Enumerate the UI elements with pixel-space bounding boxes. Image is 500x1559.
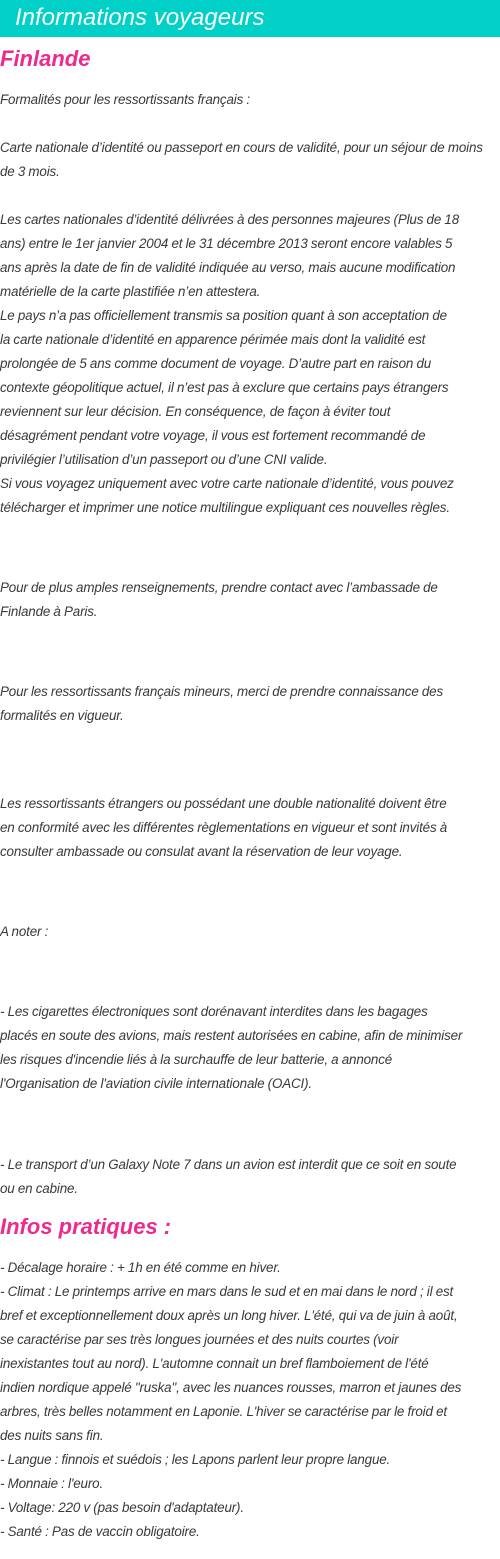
page-title: Informations voyageurs	[15, 4, 265, 31]
text-line: reviennent sur leur décision. En conséquence, de façon à éviter tout	[0, 404, 391, 419]
text-line: l'Organisation de l'aviation civile internationale (OACI).	[0, 1076, 312, 1091]
validity-paragraph	[0, 208, 500, 520]
text-line: prolongée de 5 ans comme document de voyage. D’autre part en raison du	[0, 356, 432, 371]
minors-paragraph	[0, 680, 500, 728]
text-line: - Santé : Pas de vaccin obligatoire.	[0, 1524, 200, 1539]
text-line: - Voltage: 220 v (pas besoin d'adaptateur).	[0, 1500, 244, 1515]
text-line: consulter ambassade ou consulat avant la réservation de leur voyage.	[0, 844, 403, 859]
note-label: A noter :	[0, 924, 49, 939]
text-line: privilégier l’utilisation d’un passeport ou d’une CNI valide.	[0, 452, 328, 467]
galaxy-paragraph	[0, 1153, 500, 1201]
text-line: - Climat : Le printemps arrive en mars dans le sud et en mai dans le nord ; il est	[0, 1284, 454, 1299]
text-line: bref et exceptionnellement doux après un long hiver. L'été, qui va de juin à août,	[0, 1308, 458, 1323]
text-line: - Le transport d’un Galaxy Note 7 dans un avion est interdit que ce soit en soute	[0, 1157, 457, 1172]
text-line: ou en cabine.	[0, 1181, 78, 1196]
country-title: Finlande	[0, 46, 91, 71]
text-line: placés en soute des avions, mais restent autorisées en cabine, afin de minimiser	[0, 1028, 463, 1043]
text-line: - Langue : finnois et suédois ; les Lapons parlent leur propre langue.	[0, 1452, 391, 1467]
id-card-paragraph: Carte nationale d’identité ou passeport en cours de validité, pour un séjour de moins de 3 mois.	[0, 140, 483, 179]
text-line: Le pays n’a pas officiellement transmis sa position quant à son acceptation de	[0, 308, 447, 323]
text-line: télécharger et imprimer une notice multilingue expliquant ces nouvelles règles.	[0, 500, 450, 515]
text-line: - Les cigarettes électroniques sont dorénavant interdites dans les bagages	[0, 1004, 428, 1019]
text-line: contexte géopolitique actuel, il n’est pas à exclure que certains pays étrangers	[0, 380, 449, 395]
text-line: Si vous voyagez uniquement avec votre carte nationale d’identité, vous pouvez	[0, 476, 454, 491]
foreigners-paragraph	[0, 792, 500, 864]
header-bar	[0, 0, 500, 37]
text-line: se caractérise par ses très longues journées et des nuits courtes (voir	[0, 1332, 399, 1347]
text-line: Pour de plus amples renseignements, prendre contact avec l’ambassade de	[0, 580, 438, 595]
text-line: Finlande à Paris.	[0, 604, 98, 619]
practical-title: Infos pratiques :	[0, 1214, 172, 1239]
text-line: désagrément pendant votre voyage, il vous est fortement recommandé de	[0, 428, 426, 443]
embassy-paragraph	[0, 576, 500, 624]
text-line: Pour les ressortissants français mineurs, merci de prendre connaissance des	[0, 684, 444, 699]
text-line: formalités en vigueur.	[0, 708, 124, 723]
text-line: ans) entre le 1er janvier 2004 et le 31 décembre 2013 seront encore valables 5	[0, 236, 453, 251]
text-line: ans après la date de fin de validité indiquée au verso, mais aucune modification	[0, 260, 456, 275]
text-line: matérielle de la carte plastifiée n’en attestera.	[0, 284, 261, 299]
text-line: inexistantes tout au nord). L'automne connait un bref flamboiement de l'été	[0, 1356, 429, 1371]
text-line: - Décalage horaire : + 1h en été comme en hiver.	[0, 1260, 281, 1275]
text-line: les risques d'incendie liés à la surchauffe de leur batterie, a annoncé	[0, 1052, 393, 1067]
practical-paragraph	[0, 1256, 500, 1544]
text-line: des nuits sans fin.	[0, 1428, 104, 1443]
text-line: Les cartes nationales d’identité délivrées à des personnes majeures (Plus de 18	[0, 212, 460, 227]
text-line: arbres, très belles notamment en Laponie. L'hiver se caractérise par le froid et	[0, 1404, 447, 1419]
cigarettes-paragraph	[0, 1000, 500, 1096]
text-line: en conformité avec les différentes règlementations en vigueur et sont invités à	[0, 820, 448, 835]
text-line: - Monnaie : l'euro.	[0, 1476, 104, 1491]
text-line: la carte nationale d’identité en apparence périmée mais dont la validité est	[0, 332, 426, 347]
text-line: indien nordique appelé "ruska", avec les nuances rousses, marron et jaunes des	[0, 1380, 462, 1395]
text-line: Les ressortissants étrangers ou possédant une double nationalité doivent être	[0, 796, 447, 811]
formalities-intro: Formalités pour les ressortissants français :	[0, 92, 250, 107]
